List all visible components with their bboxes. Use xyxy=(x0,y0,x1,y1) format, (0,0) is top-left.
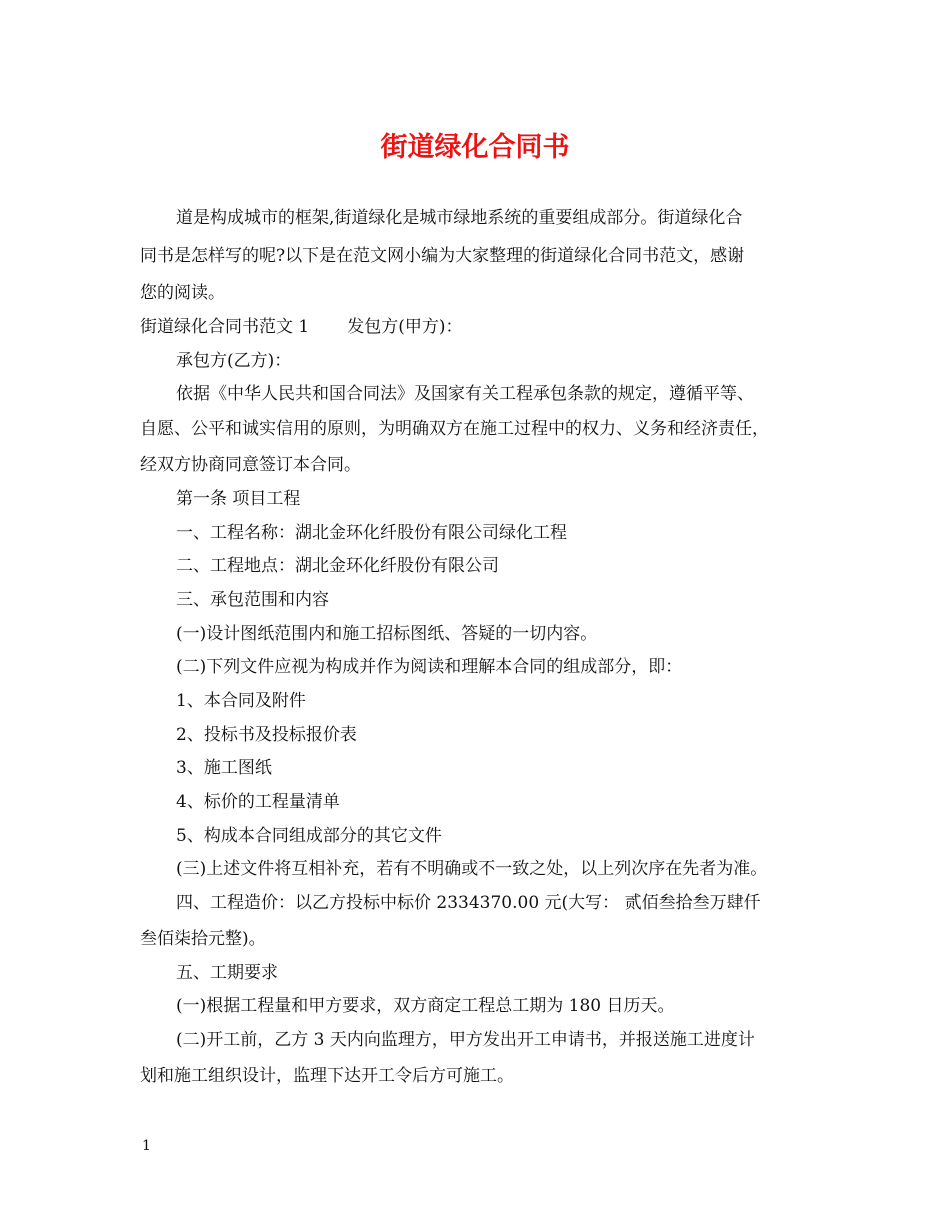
doc-list-item: 5、构成本合同组成部分的其它文件 xyxy=(176,826,442,846)
intro-line-3: 您的阅读。 xyxy=(140,283,225,303)
schedule-item-1: (一)根据工程量和甲方要求，双方商定工程总工期为 180 日历天。 xyxy=(176,996,675,1016)
party-b-label: 承包方(乙方)： xyxy=(176,351,292,371)
schedule-heading: 五、工期要求 xyxy=(176,963,278,983)
intro-line-1: 道是构成城市的框架,街道绿化是城市绿地系统的重要组成部分。街道绿化合 xyxy=(176,208,743,228)
cost-line-2: 叁佰柒拾元整)。 xyxy=(140,929,266,949)
intro-line-2: 同书是怎样写的呢?以下是在范文网小编为大家整理的街道绿化合同书范文，感谢 xyxy=(140,246,745,266)
scope-item-3: (三)上述文件将互相补充，若有不明确或不一致之处，以上列次序在先者为准。 xyxy=(176,859,768,879)
doc-list-item: 3、施工图纸 xyxy=(176,758,272,778)
scope-item-2: (二)下列文件应视为构成并作为阅读和理解本合同的组成部分，即： xyxy=(176,657,683,677)
cost-line-1: 四、工程造价：以乙方投标中标价 2334370.00 元(大写： 贰佰叁拾叁万肆仟 xyxy=(176,893,761,913)
scope-item-1: (一)设计图纸范围内和施工招标图纸、答疑的一切内容。 xyxy=(176,624,598,644)
doc-list-item: 2、投标书及投标报价表 xyxy=(176,725,357,745)
sample-heading: 街道绿化合同书范文 1 xyxy=(140,317,310,337)
schedule-item-2-line-1: (二)开工前，乙方 3 天内向监理方，甲方发出开工申请书，并报送施工进度计 xyxy=(176,1030,755,1050)
basis-line-1: 依据《中华人民共和国合同法》及国家有关工程承包条款的规定，遵循平等、 xyxy=(176,384,754,404)
party-a-label: 发包方(甲方)： xyxy=(347,317,463,337)
project-site: 二、工程地点：湖北金环化纤股份有限公司 xyxy=(176,556,499,576)
doc-list-item: 1、本合同及附件 xyxy=(176,691,306,711)
basis-line-3: 经双方协商同意签订本合同。 xyxy=(140,455,361,475)
scope-heading: 三、承包范围和内容 xyxy=(176,590,329,610)
document-title: 街道绿化合同书 xyxy=(380,132,570,163)
basis-line-2: 自愿、公平和诚实信用的原则，为明确双方在施工过程中的权力、义务和经济责任， xyxy=(140,419,769,439)
article-1-heading: 第一条 项目工程 xyxy=(176,489,301,509)
schedule-item-2-line-2: 划和施工组织设计，监理下达开工令后方可施工。 xyxy=(140,1066,514,1086)
page-number: 1 xyxy=(142,1138,151,1154)
sample-heading-line xyxy=(140,311,828,345)
doc-list-item: 4、标价的工程量清单 xyxy=(176,792,340,812)
project-name: 一、工程名称：湖北金环化纤股份有限公司绿化工程 xyxy=(176,523,567,543)
